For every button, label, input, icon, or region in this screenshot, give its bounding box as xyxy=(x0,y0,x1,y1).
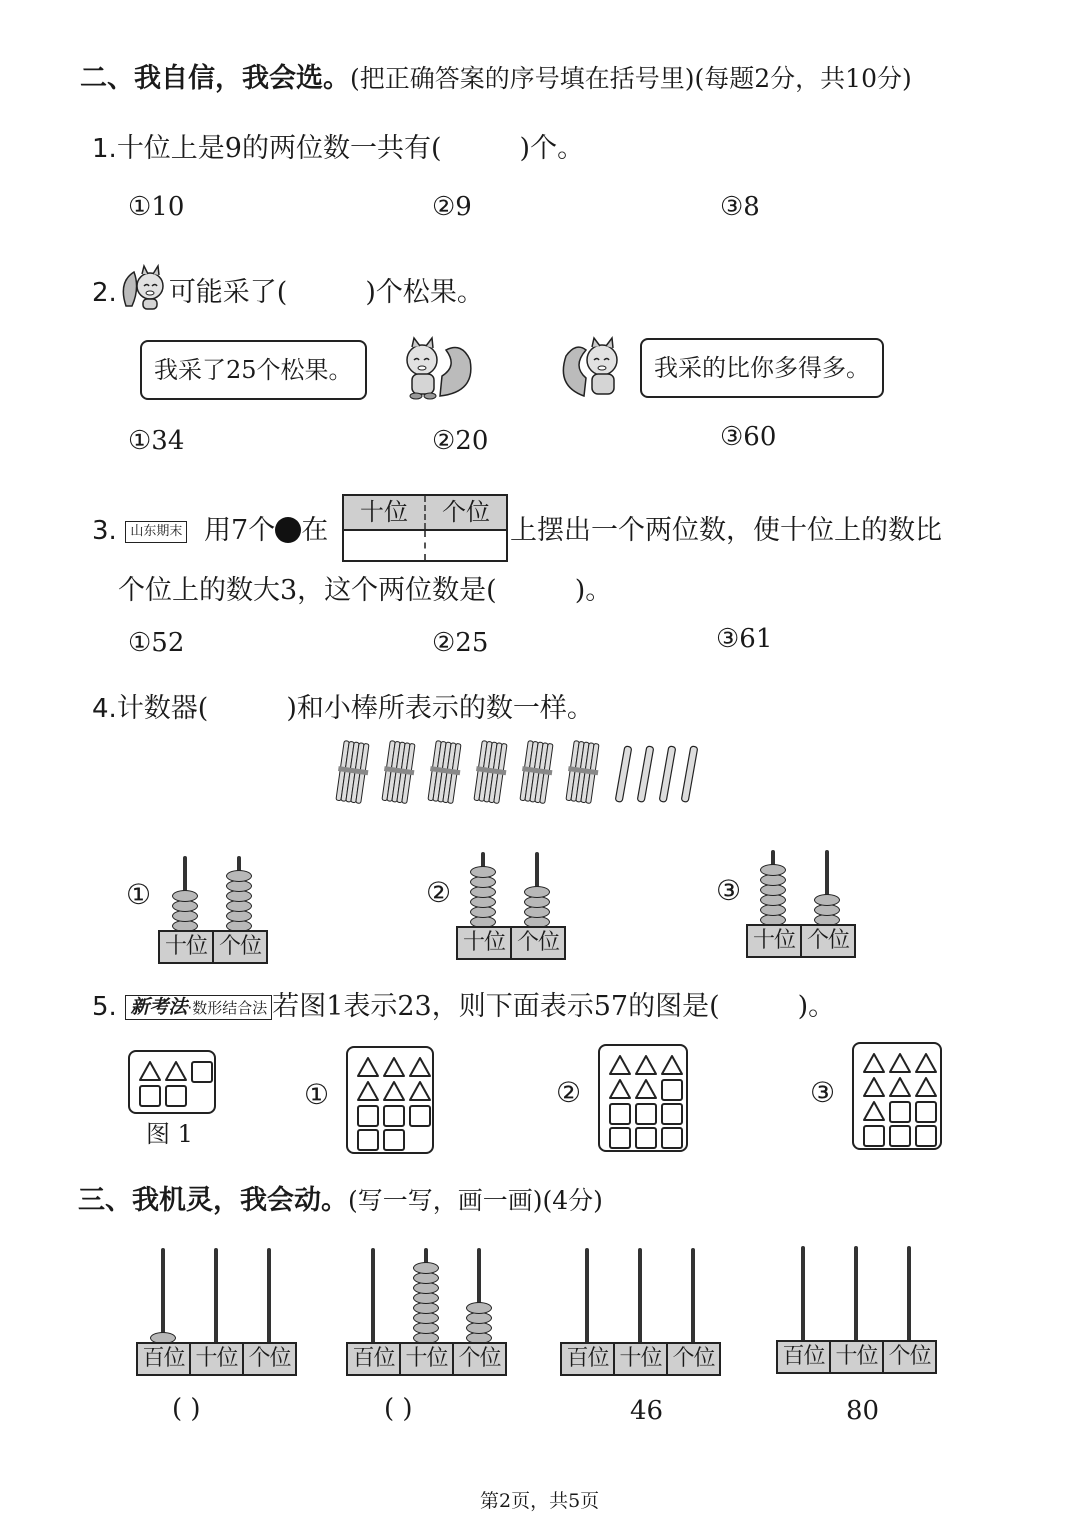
s3-caption-3: 46 xyxy=(630,1396,664,1426)
q3-number: 3. xyxy=(92,516,117,546)
q5-option-3-mark[interactable]: ③ xyxy=(810,1076,836,1109)
page-footer: 第2页，共5页 xyxy=(480,1490,600,1512)
abacus-bead xyxy=(814,894,840,906)
q2-text-b: )个松果。 xyxy=(365,277,484,308)
q2-text-a: 可能采了( xyxy=(168,277,288,308)
q4-text-b: )和小棒所表示的数一样。 xyxy=(286,693,594,724)
speech-bubble-right-text: 我采的比你多得多。 xyxy=(654,354,870,382)
black-dot-icon xyxy=(275,517,301,543)
abacus-rod xyxy=(801,1246,805,1342)
triangle-icon xyxy=(408,1080,432,1102)
q4-option-3-mark[interactable]: ③ xyxy=(716,874,742,907)
abacus-place-label: 个位 xyxy=(806,928,849,953)
abacus-bead xyxy=(226,870,252,882)
square-icon xyxy=(889,1101,911,1123)
s3-abacus-4 xyxy=(776,1246,939,1374)
triangle-icon xyxy=(914,1076,938,1098)
q5-tag-bold: 新考法 xyxy=(130,996,188,1018)
abacus-rod xyxy=(161,1248,165,1344)
square-icon xyxy=(165,1085,187,1107)
abacus-place-label: 百位 xyxy=(778,1342,831,1372)
abacus-place-label: 个位 xyxy=(888,1344,931,1369)
square-icon xyxy=(609,1127,631,1149)
triangle-icon xyxy=(382,1080,406,1102)
s3-caption-4: 80 xyxy=(846,1396,880,1426)
s3-abacus-2 xyxy=(346,1248,509,1376)
q2-option-2[interactable]: ②20 xyxy=(432,426,489,456)
section3-title-text: 三、我机灵，我会动。 xyxy=(78,1185,348,1216)
section2-title-text: 二、我自信，我会选。 xyxy=(80,63,350,94)
place-box-tens-header: 十位 xyxy=(344,496,426,529)
squirrel-right-icon xyxy=(396,336,474,402)
q4-text-a: 计数器( xyxy=(116,693,209,724)
figure1-box xyxy=(128,1050,216,1114)
square-icon xyxy=(863,1125,885,1147)
abacus-place-label: 个位 xyxy=(248,1346,291,1371)
abacus-place-label: 个位 xyxy=(672,1346,715,1371)
q5-tag xyxy=(125,995,272,1020)
square-icon xyxy=(191,1061,213,1083)
s3-caption-2[interactable]: ( ) xyxy=(384,1394,413,1424)
stick-bundle xyxy=(336,741,369,804)
abacus-place-label: 十位 xyxy=(160,932,214,962)
abacus-place-label: 百位 xyxy=(562,1344,615,1374)
speech-bubble-left-text: 我采了25个松果。 xyxy=(154,356,353,384)
square-icon xyxy=(915,1125,937,1147)
abacus-bead xyxy=(524,886,550,898)
q4-abacus-option-3 xyxy=(746,850,858,958)
q2-option-1[interactable]: ①34 xyxy=(128,426,185,456)
square-icon xyxy=(661,1127,683,1149)
single-stick xyxy=(681,746,698,802)
q3-line2 xyxy=(118,568,612,607)
q3-line2-b: )。 xyxy=(574,575,613,606)
q3-line1-start xyxy=(92,508,328,547)
triangle-icon xyxy=(382,1056,406,1078)
square-icon xyxy=(635,1127,657,1149)
square-icon xyxy=(139,1085,161,1107)
section2-note: (把正确答案的序号填在括号里)(每题2分，共10分) xyxy=(350,64,912,93)
abacus-rod xyxy=(371,1248,375,1344)
q3-source-tag: 山东期末 xyxy=(125,521,187,543)
section2-title xyxy=(80,56,912,95)
stick-bundle xyxy=(428,741,461,804)
place-box-ones-header: 个位 xyxy=(442,498,490,526)
q1-option-2[interactable]: ②9 xyxy=(432,192,472,222)
triangle-icon xyxy=(888,1052,912,1074)
abacus-bead xyxy=(172,890,198,902)
squirrel-icon xyxy=(120,262,170,312)
q3-option-1[interactable]: ①52 xyxy=(128,628,185,658)
q5-option-figure-1 xyxy=(346,1046,434,1154)
q1-text xyxy=(92,126,584,165)
triangle-icon xyxy=(356,1080,380,1102)
q5-number: 5. xyxy=(92,992,117,1022)
speech-bubble-left xyxy=(140,340,367,400)
q4-option-2-mark[interactable]: ② xyxy=(426,876,452,909)
q3-option-2[interactable]: ②25 xyxy=(432,628,489,658)
square-icon xyxy=(409,1105,431,1127)
sticks-svg xyxy=(330,738,710,808)
q5-option-1-mark[interactable]: ① xyxy=(304,1078,330,1111)
q4-abacus-option-1 xyxy=(158,856,270,964)
abacus-place-label: 十位 xyxy=(401,1344,454,1374)
q2-option-3[interactable]: ③60 xyxy=(720,422,777,452)
stick-bundle xyxy=(520,741,553,804)
squirrel-left-icon xyxy=(562,336,626,402)
q1-text-b: )个。 xyxy=(519,133,585,164)
figure1-label: 图 1 xyxy=(146,1120,193,1148)
abacus-bead xyxy=(470,866,496,878)
square-icon xyxy=(609,1103,631,1125)
triangle-icon xyxy=(408,1056,432,1078)
q4-text xyxy=(92,686,594,725)
q5-option-2-mark[interactable]: ② xyxy=(556,1076,582,1109)
s3-abacus-1 xyxy=(136,1248,299,1376)
abacus-rod xyxy=(638,1248,642,1344)
single-stick xyxy=(637,746,654,802)
triangle-icon xyxy=(888,1076,912,1098)
q3-text-a: 用7个 xyxy=(204,515,276,546)
stick-bundle xyxy=(382,741,415,804)
abacus-place-label: 十位 xyxy=(458,928,512,958)
abacus-place-label: 十位 xyxy=(831,1342,884,1372)
triangle-icon xyxy=(634,1078,658,1100)
q4-option-1-mark[interactable]: ① xyxy=(126,878,152,911)
abacus-rod xyxy=(214,1248,218,1344)
abacus-base xyxy=(456,926,566,960)
q5-text xyxy=(92,984,835,1023)
abacus-rod xyxy=(907,1246,911,1342)
q1-option-1[interactable]: ①10 xyxy=(128,192,185,222)
abacus-base xyxy=(158,930,268,964)
triangle-icon xyxy=(862,1076,886,1098)
q1-text-a: 十位上是9的两位数一共有( xyxy=(116,133,442,164)
square-icon xyxy=(357,1129,379,1151)
section3-title xyxy=(78,1178,603,1217)
triangle-icon xyxy=(608,1078,632,1100)
abacus-place-label: 十位 xyxy=(748,926,802,956)
triangle-icon xyxy=(660,1054,684,1076)
q3-option-3[interactable]: ③61 xyxy=(716,624,773,654)
abacus-base xyxy=(776,1340,937,1374)
abacus-place-label: 个位 xyxy=(218,934,261,959)
triangle-icon xyxy=(914,1052,938,1074)
abacus-rod xyxy=(691,1248,695,1344)
square-icon xyxy=(635,1103,657,1125)
q3-line2-a: 个位上的数大3，这个两位数是( xyxy=(118,575,497,606)
section3-note: (写一写，画一画)(4分) xyxy=(348,1186,603,1215)
square-icon xyxy=(383,1105,405,1127)
abacus-place-label: 百位 xyxy=(348,1344,401,1374)
abacus-rod xyxy=(854,1246,858,1342)
abacus-place-label: 百位 xyxy=(138,1344,191,1374)
abacus-bead xyxy=(413,1262,439,1274)
square-icon xyxy=(889,1125,911,1147)
abacus-place-label: 十位 xyxy=(615,1344,668,1374)
abacus-base xyxy=(346,1342,507,1376)
square-icon xyxy=(661,1079,683,1101)
q5-option-figure-2 xyxy=(598,1044,688,1152)
q1-number: 1. xyxy=(92,134,117,164)
abacus-base xyxy=(136,1342,297,1376)
square-icon xyxy=(357,1105,379,1127)
triangle-icon xyxy=(356,1056,380,1078)
stick-bundle xyxy=(474,741,507,804)
q5-tag-text: ·数形结合法 xyxy=(187,999,268,1017)
triangle-icon xyxy=(138,1060,162,1082)
triangle-icon xyxy=(862,1052,886,1074)
place-box-tens-cell xyxy=(344,531,426,560)
stick-bundles-illustration xyxy=(330,738,710,808)
abacus-rod xyxy=(585,1248,589,1344)
abacus-place-label: 个位 xyxy=(458,1346,501,1371)
q3-text-c: 上摆出一个两位数，使十位上的数比 xyxy=(510,515,942,546)
q4-number: 4. xyxy=(92,694,117,724)
place-value-box xyxy=(342,494,508,562)
s3-caption-1[interactable]: ( ) xyxy=(172,1394,201,1424)
q2-number: 2. xyxy=(92,278,117,308)
abacus-place-label: 十位 xyxy=(191,1344,244,1374)
triangle-icon xyxy=(608,1054,632,1076)
abacus-place-label: 个位 xyxy=(516,930,559,955)
triangle-icon xyxy=(634,1054,658,1076)
abacus-bead xyxy=(466,1302,492,1314)
triangle-icon xyxy=(862,1100,886,1122)
q4-abacus-option-2 xyxy=(456,852,568,960)
q5-text-b: )。 xyxy=(797,991,836,1022)
q5-option-figure-3 xyxy=(852,1042,942,1150)
triangle-icon xyxy=(164,1060,188,1082)
q5-text-main: 若图1表示23，则下面表示57的图是( xyxy=(272,991,720,1022)
place-box-ones-cell xyxy=(426,531,506,560)
s3-abacus-3 xyxy=(560,1248,723,1376)
single-stick xyxy=(659,746,676,802)
abacus-bead xyxy=(760,864,786,876)
abacus-base xyxy=(560,1342,721,1376)
q3-text-b: 在 xyxy=(301,515,329,546)
single-stick xyxy=(615,746,632,802)
square-icon xyxy=(915,1101,937,1123)
stick-bundle xyxy=(566,741,599,804)
square-icon xyxy=(661,1103,683,1125)
abacus-base xyxy=(746,924,856,958)
square-icon xyxy=(383,1129,405,1151)
speech-bubble-right xyxy=(640,338,884,398)
abacus-rod xyxy=(267,1248,271,1344)
q1-option-3[interactable]: ③8 xyxy=(720,192,760,222)
